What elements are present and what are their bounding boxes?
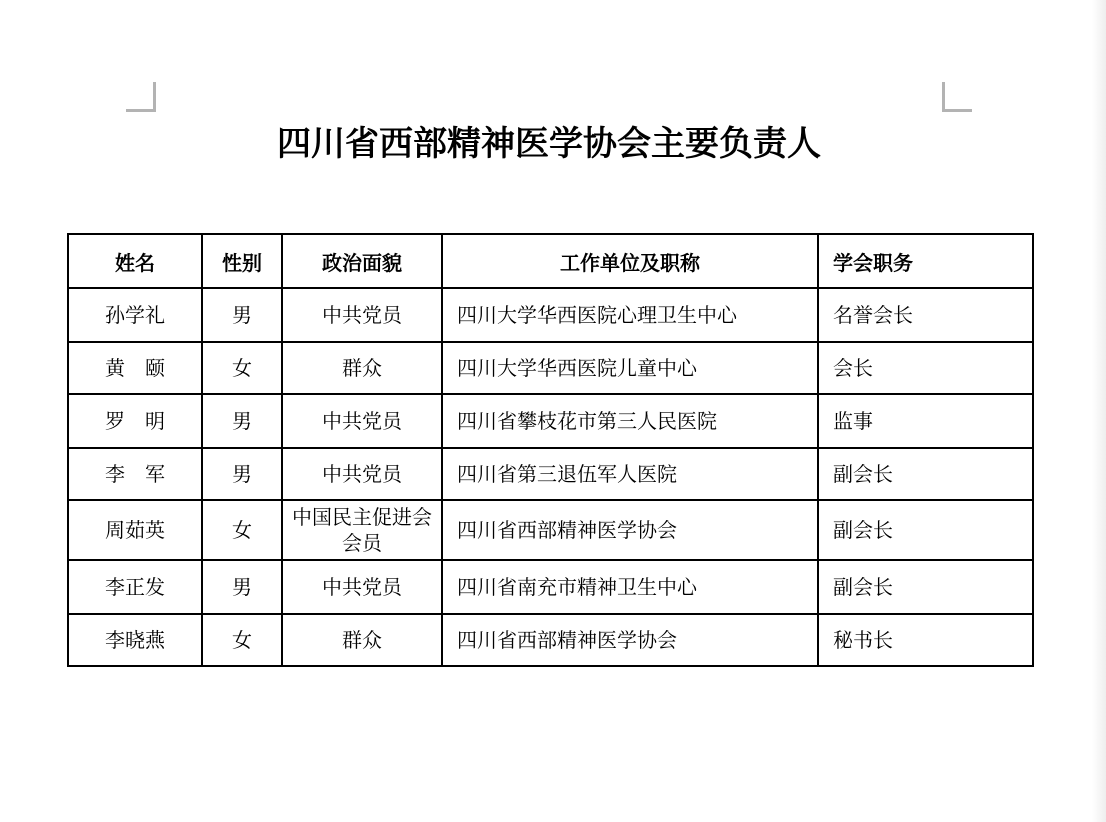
cell-role: 副会长 xyxy=(818,448,1033,500)
cell-gender: 男 xyxy=(202,448,282,500)
cell-politics: 中共党员 xyxy=(282,448,442,500)
cell-name: 李 军 xyxy=(68,448,202,500)
cell-gender: 女 xyxy=(202,614,282,666)
cell-workplace: 四川省攀枝花市第三人民医院 xyxy=(442,394,818,448)
cell-workplace: 四川省南充市精神卫生中心 xyxy=(442,560,818,614)
cell-role: 秘书长 xyxy=(818,614,1033,666)
cell-gender: 女 xyxy=(202,500,282,560)
cell-gender: 男 xyxy=(202,560,282,614)
cell-name: 周茹英 xyxy=(68,500,202,560)
margin-corner-mark-top-left xyxy=(126,82,156,112)
cell-name: 罗 明 xyxy=(68,394,202,448)
cell-workplace: 四川大学华西医院儿童中心 xyxy=(442,342,818,394)
cell-workplace: 四川大学华西医院心理卫生中心 xyxy=(442,288,818,342)
cell-workplace: 四川省第三退伍军人医院 xyxy=(442,448,818,500)
cell-gender: 男 xyxy=(202,288,282,342)
header-workplace: 工作单位及职称 xyxy=(442,234,818,288)
cell-name: 李晓燕 xyxy=(68,614,202,666)
table-row xyxy=(68,342,1033,394)
cell-politics: 中共党员 xyxy=(282,394,442,448)
cell-politics: 中共党员 xyxy=(282,560,442,614)
cell-politics: 群众 xyxy=(282,342,442,394)
document-title: 四川省西部精神医学协会主要负责人 xyxy=(277,124,821,164)
table-row xyxy=(68,614,1033,666)
cell-name: 孙学礼 xyxy=(68,288,202,342)
cell-role: 监事 xyxy=(818,394,1033,448)
cell-role: 会长 xyxy=(818,342,1033,394)
cell-role: 名誉会长 xyxy=(818,288,1033,342)
header-name: 姓名 xyxy=(68,234,202,288)
table-row xyxy=(68,560,1033,614)
cell-workplace: 四川省西部精神医学协会 xyxy=(442,614,818,666)
leaders-table xyxy=(67,233,1034,667)
header-politics: 政治面貌 xyxy=(282,234,442,288)
table-row xyxy=(68,500,1033,560)
table-row xyxy=(68,448,1033,500)
table-row xyxy=(68,288,1033,342)
cell-name: 黄 颐 xyxy=(68,342,202,394)
cell-gender: 女 xyxy=(202,342,282,394)
table-header-row xyxy=(68,234,1033,288)
margin-corner-mark-top-right xyxy=(942,82,972,112)
cell-name: 李正发 xyxy=(68,560,202,614)
table-row xyxy=(68,394,1033,448)
cell-politics: 中共党员 xyxy=(282,288,442,342)
cell-politics: 群众 xyxy=(282,614,442,666)
cell-politics: 中国民主促进会会员 xyxy=(282,500,442,560)
cell-role: 副会长 xyxy=(818,500,1033,560)
cell-gender: 男 xyxy=(202,394,282,448)
cell-role: 副会长 xyxy=(818,560,1033,614)
cell-workplace: 四川省西部精神医学协会 xyxy=(442,500,818,560)
header-role: 学会职务 xyxy=(818,234,1033,288)
header-gender: 性别 xyxy=(202,234,282,288)
